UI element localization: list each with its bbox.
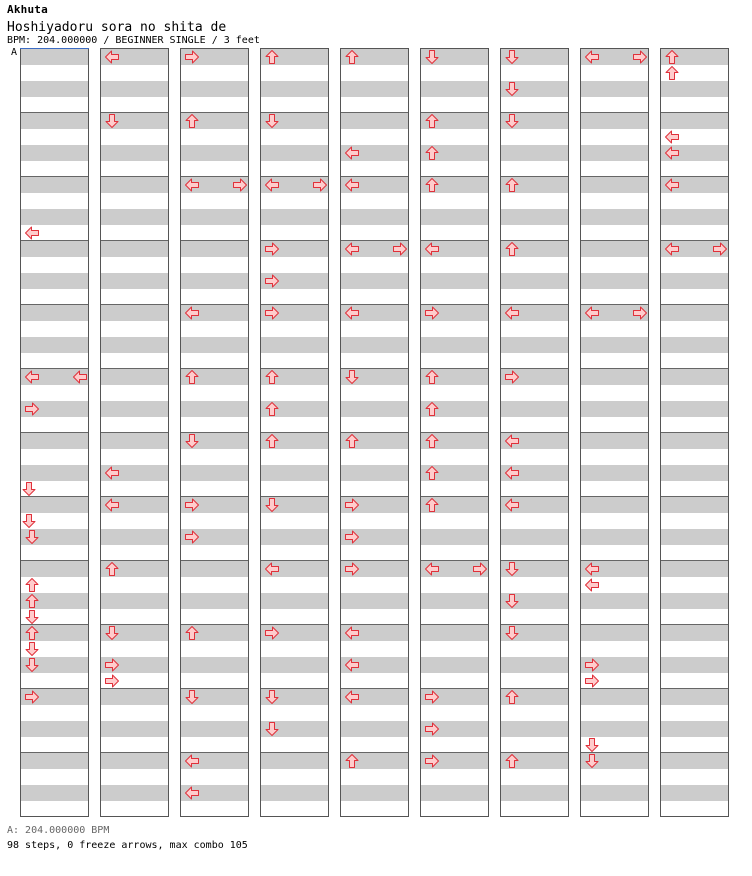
measure-line (661, 688, 728, 689)
arrow-down-icon (264, 113, 280, 129)
chart-column (260, 48, 329, 817)
arrow-right-icon (472, 561, 488, 577)
arrow-down-icon (21, 481, 37, 497)
measure-line (181, 240, 248, 241)
arrow-down-icon (584, 737, 600, 753)
bpm-change-marker: A (11, 47, 18, 58)
arrow-left-icon (344, 241, 360, 257)
arrow-left-icon (72, 369, 88, 385)
arrow-left-icon (184, 177, 200, 193)
arrow-down-icon (504, 81, 520, 97)
arrow-left-icon (504, 305, 520, 321)
arrow-up-icon (184, 369, 200, 385)
arrow-left-icon (584, 305, 600, 321)
measure-line (661, 368, 728, 369)
measure-line (261, 752, 328, 753)
arrow-left-icon (584, 49, 600, 65)
measure-line (101, 304, 168, 305)
measure-line (101, 368, 168, 369)
arrow-left-icon (264, 561, 280, 577)
song-title: Hoshiyadoru sora no shita de (7, 20, 227, 35)
measure-line (21, 176, 88, 177)
arrow-down-icon (504, 113, 520, 129)
arrow-right-icon (232, 177, 248, 193)
arrow-right-icon (344, 529, 360, 545)
arrow-up-icon (184, 113, 200, 129)
measure-line (101, 240, 168, 241)
arrow-left-icon (344, 625, 360, 641)
measure-line (661, 560, 728, 561)
arrow-down-icon (21, 513, 37, 529)
arrow-up-icon (264, 433, 280, 449)
arrow-right-icon (264, 625, 280, 641)
arrow-left-icon (24, 225, 40, 241)
arrow-right-icon (712, 241, 728, 257)
arrow-up-icon (424, 465, 440, 481)
chart-column (100, 48, 169, 817)
measure-line (581, 432, 648, 433)
chart-column (660, 48, 729, 817)
arrow-down-icon (264, 689, 280, 705)
arrow-left-icon (504, 465, 520, 481)
arrow-up-icon (264, 401, 280, 417)
arrow-left-icon (264, 177, 280, 193)
measure-line (661, 432, 728, 433)
arrow-right-icon (264, 305, 280, 321)
arrow-right-icon (312, 177, 328, 193)
arrow-right-icon (264, 273, 280, 289)
arrow-left-icon (584, 577, 600, 593)
measure-line (581, 368, 648, 369)
arrow-left-icon (344, 145, 360, 161)
measure-line (581, 112, 648, 113)
measure-line (661, 112, 728, 113)
arrow-up-icon (424, 369, 440, 385)
arrow-down-icon (24, 641, 40, 657)
arrow-up-icon (184, 625, 200, 641)
arrow-up-icon (504, 753, 520, 769)
chart-meta: BPM: 204.000000 / BEGINNER SINGLE / 3 feet (7, 35, 260, 46)
arrow-left-icon (344, 657, 360, 673)
measure-line (341, 112, 408, 113)
arrow-up-icon (264, 49, 280, 65)
arrow-right-icon (104, 673, 120, 689)
arrow-right-icon (632, 305, 648, 321)
arrow-right-icon (24, 401, 40, 417)
arrow-down-icon (504, 561, 520, 577)
arrow-left-icon (344, 177, 360, 193)
arrow-down-icon (24, 529, 40, 545)
arrow-left-icon (24, 369, 40, 385)
arrow-up-icon (344, 433, 360, 449)
measure-line (661, 752, 728, 753)
measure-line (581, 496, 648, 497)
arrow-left-icon (504, 433, 520, 449)
chart-column (340, 48, 409, 817)
arrow-up-icon (504, 689, 520, 705)
arrow-down-icon (264, 721, 280, 737)
bpm-legend: A: 204.000000 BPM (7, 825, 110, 836)
arrow-left-icon (184, 785, 200, 801)
measure-line (661, 304, 728, 305)
arrow-down-icon (344, 369, 360, 385)
chart-column (20, 48, 89, 817)
artist-name: Akhuta (7, 3, 48, 16)
arrow-left-icon (344, 305, 360, 321)
arrow-right-icon (184, 49, 200, 65)
arrow-up-icon (424, 177, 440, 193)
measure-line (101, 432, 168, 433)
arrow-right-icon (424, 305, 440, 321)
arrow-left-icon (424, 241, 440, 257)
arrow-up-icon (24, 577, 40, 593)
arrow-right-icon (184, 497, 200, 513)
arrow-up-icon (104, 561, 120, 577)
arrow-right-icon (584, 657, 600, 673)
chart-column (500, 48, 569, 817)
chart-stats: 98 steps, 0 freeze arrows, max combo 105 (7, 840, 248, 851)
measure-line (21, 560, 88, 561)
arrow-up-icon (24, 593, 40, 609)
arrow-up-icon (344, 753, 360, 769)
arrow-right-icon (504, 369, 520, 385)
arrow-right-icon (392, 241, 408, 257)
measure-line (101, 176, 168, 177)
arrow-up-icon (664, 65, 680, 81)
arrow-up-icon (344, 49, 360, 65)
arrow-up-icon (264, 369, 280, 385)
chart-column (420, 48, 489, 817)
measure-line (581, 240, 648, 241)
measure-line (101, 752, 168, 753)
arrow-down-icon (104, 113, 120, 129)
arrow-up-icon (504, 241, 520, 257)
arrow-left-icon (584, 561, 600, 577)
arrow-down-icon (184, 689, 200, 705)
arrow-left-icon (184, 753, 200, 769)
measure-line (181, 560, 248, 561)
arrow-up-icon (24, 625, 40, 641)
arrow-up-icon (424, 401, 440, 417)
arrow-right-icon (584, 673, 600, 689)
measure-line (21, 432, 88, 433)
arrow-right-icon (632, 49, 648, 65)
measure-line (661, 624, 728, 625)
arrow-left-icon (424, 561, 440, 577)
arrow-right-icon (424, 753, 440, 769)
arrow-down-icon (24, 657, 40, 673)
arrow-left-icon (664, 145, 680, 161)
arrow-right-icon (264, 241, 280, 257)
chart-column (580, 48, 649, 817)
measure-line (21, 752, 88, 753)
arrow-down-icon (424, 49, 440, 65)
arrow-up-icon (424, 113, 440, 129)
arrow-down-icon (584, 753, 600, 769)
arrow-down-icon (504, 593, 520, 609)
arrow-left-icon (104, 497, 120, 513)
arrow-left-icon (104, 49, 120, 65)
arrow-right-icon (184, 529, 200, 545)
arrow-left-icon (664, 177, 680, 193)
arrow-right-icon (344, 497, 360, 513)
arrow-up-icon (504, 177, 520, 193)
arrow-left-icon (344, 689, 360, 705)
arrow-left-icon (184, 305, 200, 321)
arrow-up-icon (424, 433, 440, 449)
arrow-up-icon (664, 49, 680, 65)
arrow-up-icon (424, 497, 440, 513)
measure-line (21, 112, 88, 113)
arrow-down-icon (504, 49, 520, 65)
bpm-change-line (20, 48, 89, 49)
measure-line (581, 624, 648, 625)
arrow-up-icon (424, 145, 440, 161)
chart-column (180, 48, 249, 817)
arrow-right-icon (424, 721, 440, 737)
arrow-left-icon (504, 497, 520, 513)
arrow-down-icon (184, 433, 200, 449)
measure-line (581, 176, 648, 177)
arrow-right-icon (344, 561, 360, 577)
arrow-left-icon (104, 465, 120, 481)
arrow-right-icon (424, 689, 440, 705)
arrow-down-icon (264, 497, 280, 513)
arrow-right-icon (24, 689, 40, 705)
arrow-down-icon (24, 609, 40, 625)
measure-line (661, 496, 728, 497)
arrow-right-icon (104, 657, 120, 673)
arrow-left-icon (664, 129, 680, 145)
measure-line (21, 304, 88, 305)
arrow-down-icon (504, 625, 520, 641)
measure-line (421, 624, 488, 625)
arrow-down-icon (104, 625, 120, 641)
arrow-left-icon (664, 241, 680, 257)
